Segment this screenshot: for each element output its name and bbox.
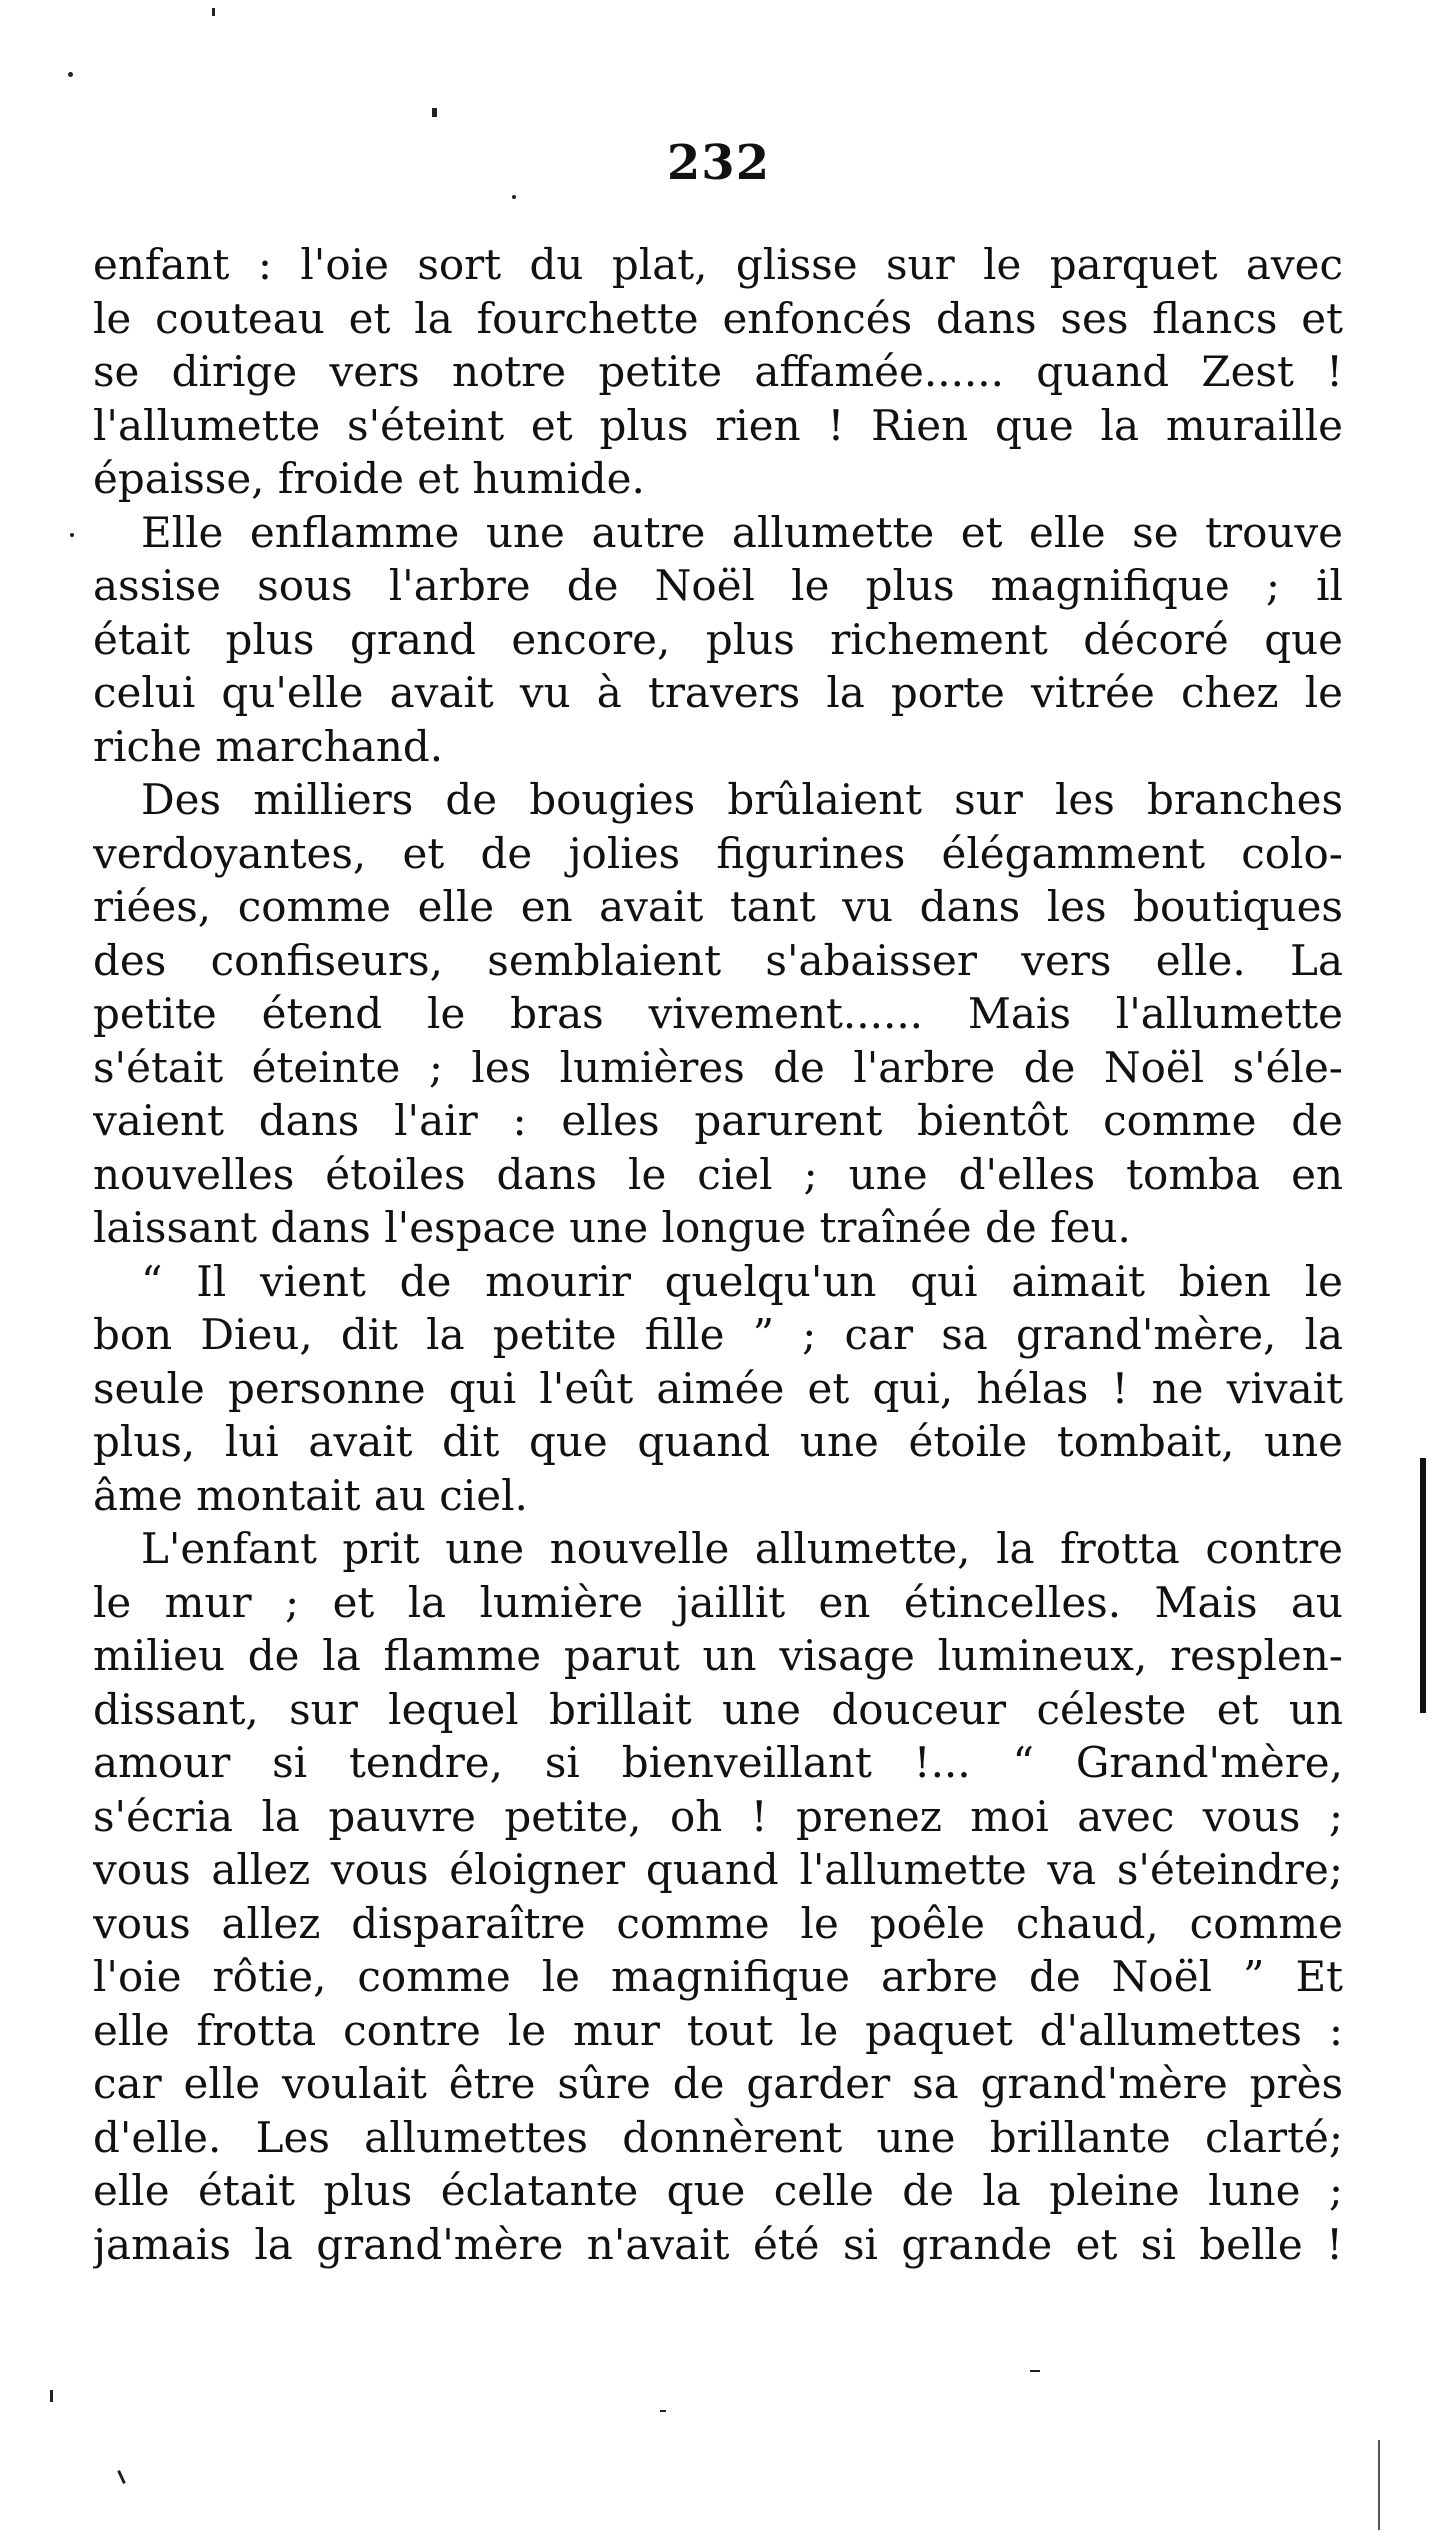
scan-speck <box>432 108 437 117</box>
text-line: d'elle. Les allumettes donnèrent une brillante clarté; <box>93 2112 1343 2162</box>
text-line: “ Il vient de mourir quelqu'un qui aimait bien le <box>141 1256 1343 1306</box>
text-line: laissant dans l'espace une longue traînée de feu. <box>93 1203 1131 1252</box>
scan-margin-rule <box>1378 2440 1380 2530</box>
text-line: le couteau et la fourchette enfoncés dans ses flancs et <box>93 293 1343 343</box>
text-line: s'était éteinte ; les lumières de l'arbre de Noël s'éle- <box>93 1042 1343 1092</box>
text-line: elle frotta contre le mur tout le paquet d'allumettes : <box>93 2005 1343 2055</box>
text-line: elle était plus éclatante que celle de la pleine lune ; <box>93 2166 1343 2215</box>
text-line: l'oie rôtie, comme le magnifique arbre de Noël ” Et <box>93 1952 1343 2001</box>
scan-speck <box>212 8 215 16</box>
scan-speck <box>512 195 516 199</box>
text-line: celui qu'elle avait vu à travers la porte vitrée chez le <box>93 668 1343 717</box>
text-line: vous allez disparaître comme le poêle chaud, comme <box>93 1898 1343 1948</box>
text-line: milieu de la flamme parut un visage lumineux, resplen- <box>93 1631 1343 1680</box>
text-line: plus, lui avait dit que quand une étoile tombait, une <box>93 1417 1343 1466</box>
scan-speck <box>70 533 74 537</box>
scan-margin-rule <box>1420 1458 1426 1713</box>
text-line: verdoyantes, et de jolies figurines élégamment colo- <box>93 828 1343 878</box>
scan-speck <box>68 72 73 77</box>
text-line: L'enfant prit une nouvelle allumette, la frotta contre <box>141 1524 1343 1573</box>
text-line: des confiseurs, semblaient s'abaisser vers elle. La <box>93 935 1343 985</box>
page-number: 232 <box>666 135 771 191</box>
scan-speck <box>117 2470 126 2484</box>
text-line: petite étend le bras vivement...... Mais l'allumette <box>93 989 1343 1038</box>
scan-speck <box>1030 2370 1040 2372</box>
text-line: assise sous l'arbre de Noël le plus magnifique ; il <box>93 561 1343 610</box>
text-line: se dirige vers notre petite affamée...... quand Zest ! <box>93 347 1343 396</box>
text-line: jamais la grand'mère n'avait été si grande et si belle ! <box>93 2219 1343 2269</box>
text-line: nouvelles étoiles dans le ciel ; une d'elles tomba en <box>93 1149 1343 1199</box>
text-line: car elle voulait être sûre de garder sa grand'mère près <box>93 2059 1343 2108</box>
text-line: dissant, sur lequel brillait une douceur céleste et un <box>93 1684 1343 1734</box>
text-line: seule personne qui l'eût aimée et qui, hélas ! ne vivait <box>93 1363 1343 1413</box>
text-line: l'allumette s'éteint et plus rien ! Rien que la muraille <box>93 400 1343 450</box>
text-line: s'écria la pauvre petite, oh ! prenez moi avec vous ; <box>93 1791 1343 1841</box>
body-text <box>93 238 1343 2271</box>
text-line: Des milliers de bougies brûlaient sur les branches <box>141 775 1343 824</box>
text-line: bon Dieu, dit la petite fille ” ; car sa grand'mère, la <box>93 1310 1343 1359</box>
text-line: âme montait au ciel. <box>93 1470 528 1520</box>
text-line: Elle enflamme une autre allumette et elle se trouve <box>141 507 1343 557</box>
text-line: était plus grand encore, plus richement décoré que <box>93 614 1343 664</box>
text-line: enfant : l'oie sort du plat, glisse sur le parquet avec <box>93 240 1343 289</box>
text-line: amour si tendre, si bienveillant !... “ Grand'mère, <box>93 1738 1343 1787</box>
scan-speck <box>50 2390 53 2402</box>
text-line: le mur ; et la lumière jaillit en étincelles. Mais au <box>93 1577 1343 1627</box>
scan-speck <box>660 2410 666 2412</box>
text-line: épaisse, froide et humide. <box>93 454 645 503</box>
text-line: riées, comme elle en avait tant vu dans les boutiques <box>93 882 1343 931</box>
text-line: riche marchand. <box>93 721 444 771</box>
text-line: vous allez vous éloigner quand l'allumette va s'éteindre; <box>93 1845 1343 1894</box>
text-line: vaient dans l'air : elles parurent bientôt comme de <box>93 1096 1343 1145</box>
